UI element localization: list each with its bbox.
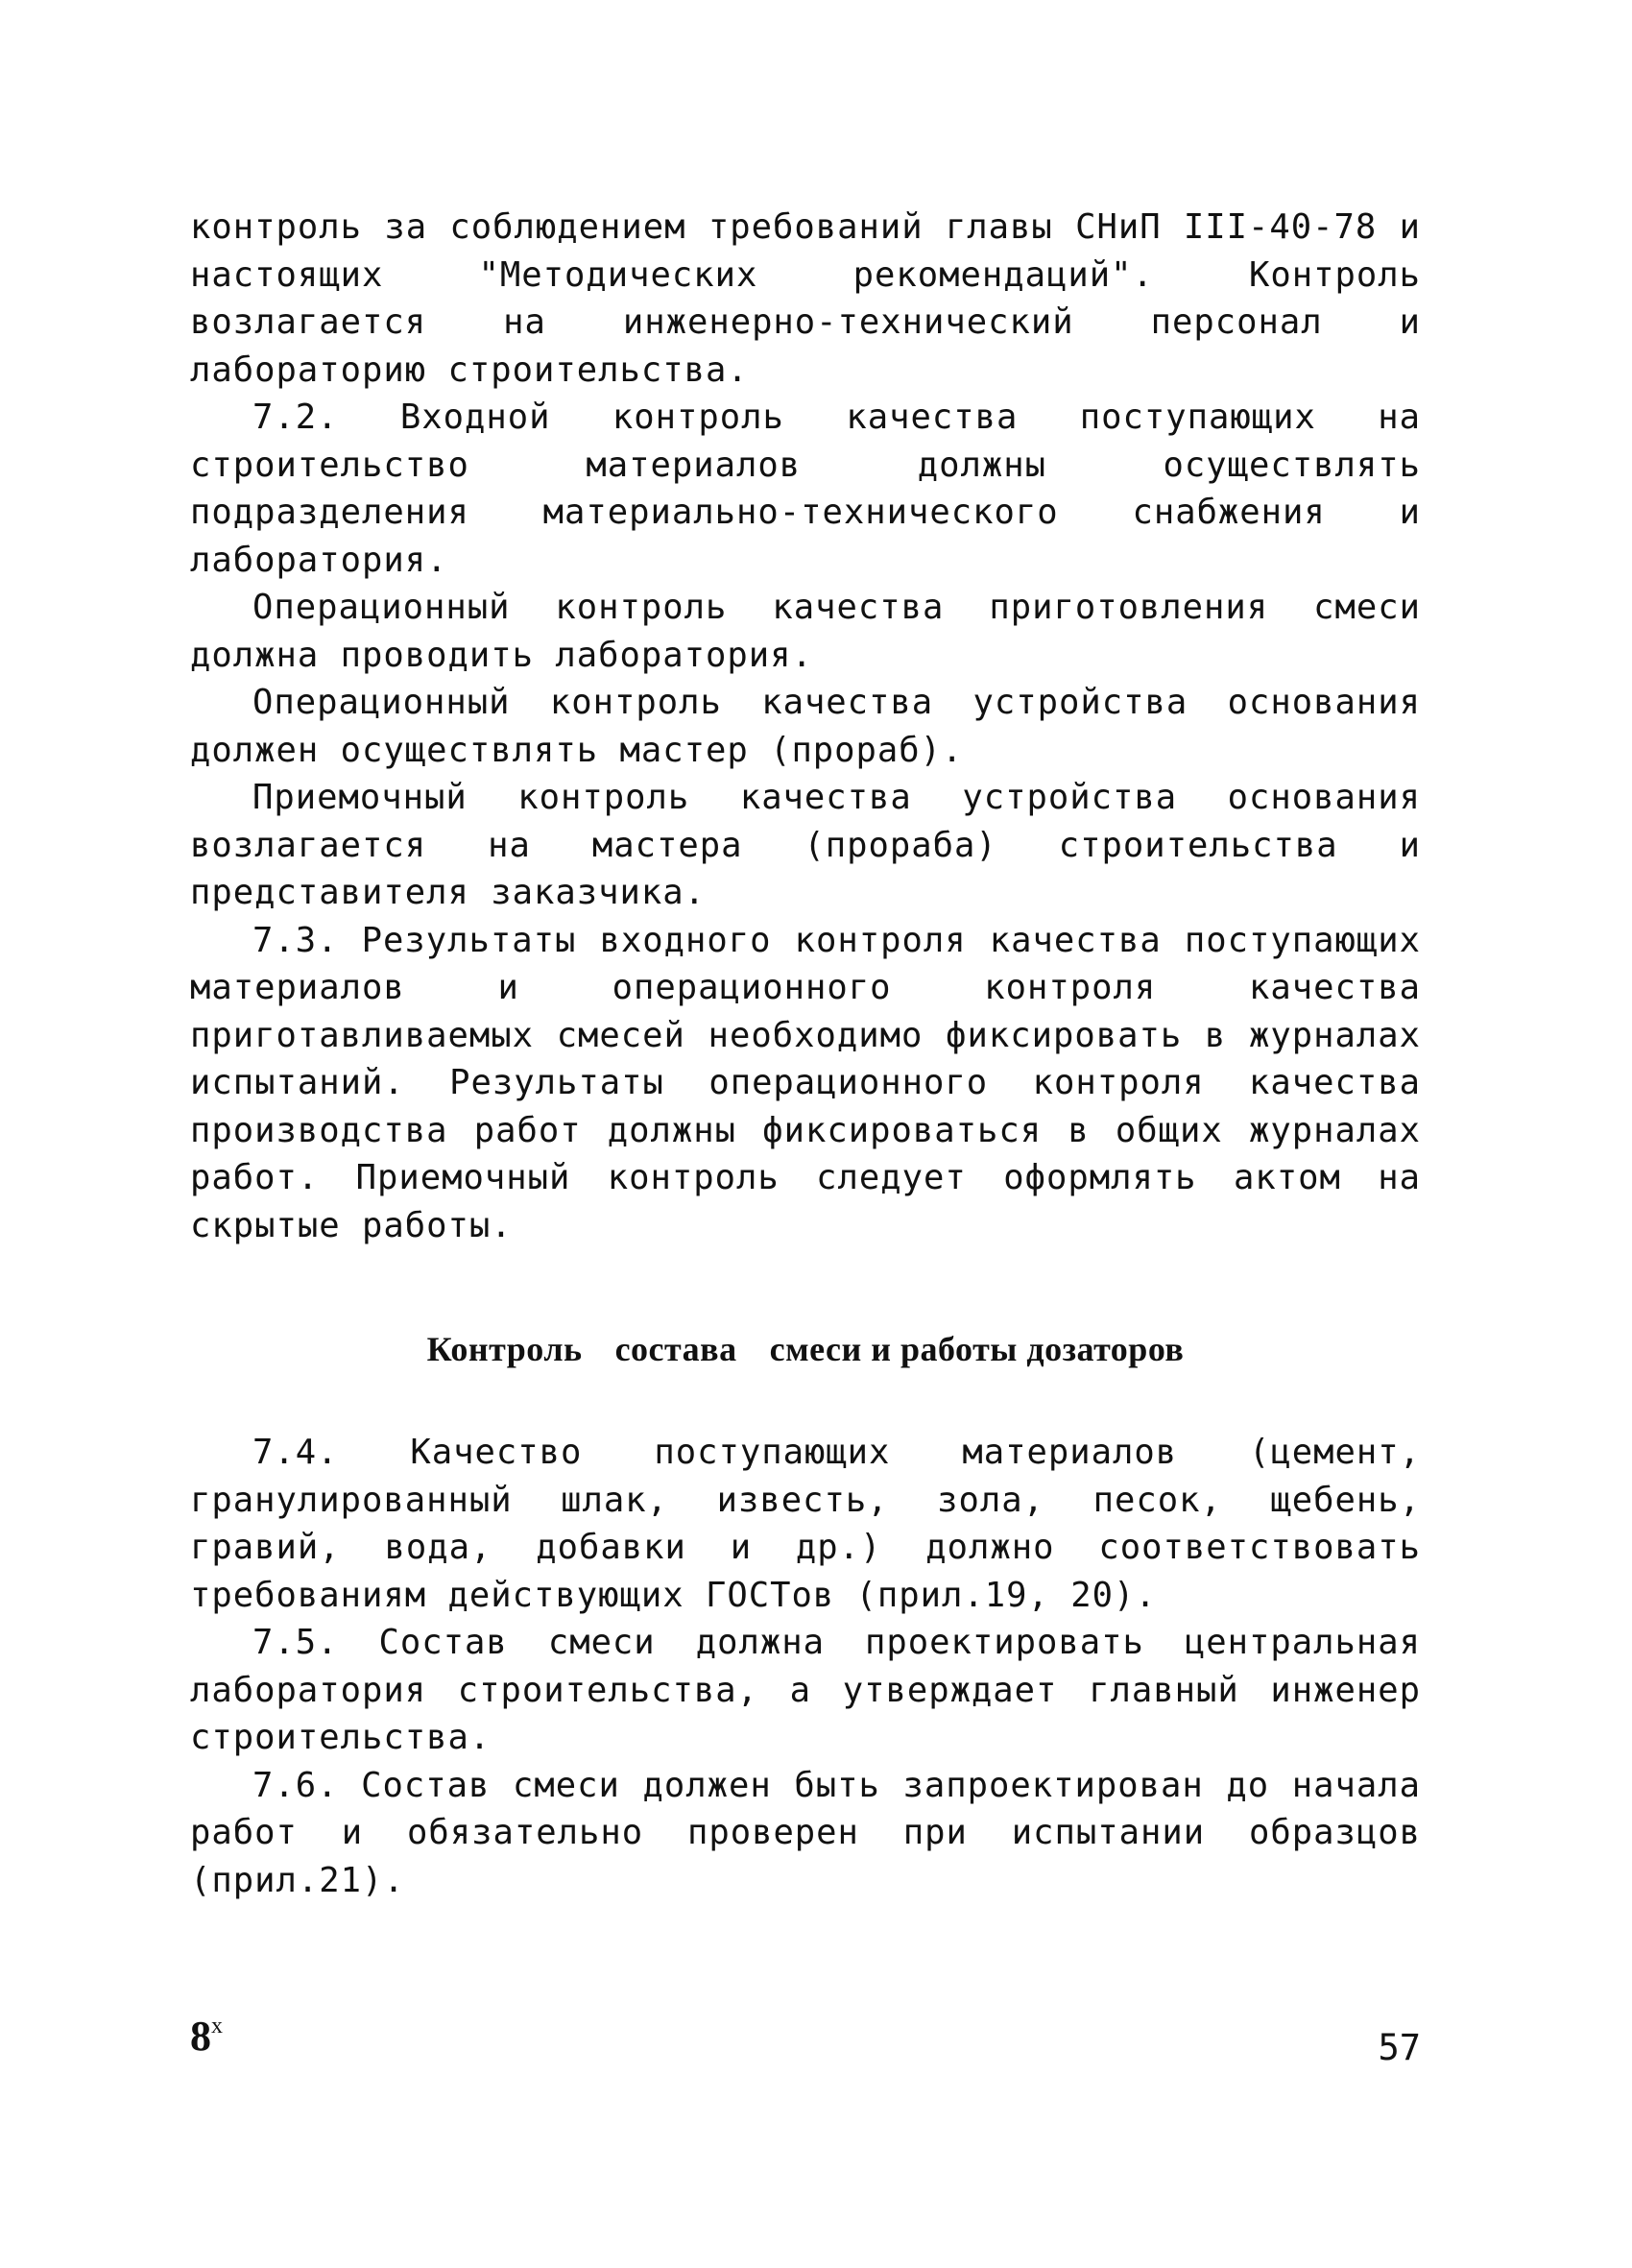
paragraph-7-2: 7.2. Входной контроль качества поступающих на строительство материалов должны осуществлять подразделения материально-технического снабжения и лаборатория.: [190, 398, 1421, 580]
top-text-block: [190, 204, 1421, 1249]
bottom-text-block: [190, 1429, 1421, 1904]
section-heading-word-2: состава: [614, 1330, 737, 1368]
paragraph-7-5: 7.5. Состав смеси должна проектировать центральная лаборатория строительства, а утверждает главный инженер строительства.: [190, 1623, 1421, 1757]
signature-mark-sup: x: [211, 2014, 223, 2039]
signature-mark-number: 8: [190, 2013, 211, 2060]
section-heading: [190, 1325, 1421, 1373]
paragraph-operational-base: Операционный контроль качества устройства основания должен осуществлять мастер (прораб).: [190, 683, 1421, 770]
paragraph-intro: контроль за соблюдением требований главы СНиП III-40-78 и настоящих "Методических рекомендаций". Контроль возлагается на инженерно-технический персонал и лабораторию строительства.: [190, 207, 1421, 390]
section-heading-word-3: смеси и работы дозаторов: [769, 1330, 1185, 1368]
page-number: 57: [1378, 2027, 1421, 2068]
paragraph-7-6: 7.6. Состав смеси должен быть запроектирован до начала работ и обязательно проверен при испытании образцов (прил.21).: [190, 1765, 1421, 1900]
section-heading-word-1: Контроль: [426, 1330, 583, 1368]
paragraph-operational-mix: Операционный контроль качества приготовления смеси должна проводить лаборатория.: [190, 588, 1421, 675]
paragraph-7-3: 7.3. Результаты входного контроля качества поступающих материалов и операционного контроля качества приготавливаемых смесей необходимо фиксировать в журналах испытаний. Результаты операционного контроля качества производства работ должны фиксироваться в общих журналах работ. Приемочный контроль следует оформлять актом на скрытые работы.: [190, 920, 1421, 1245]
paragraph-acceptance: Приемочный контроль качества устройства основания возлагается на мастера (прораба) строительства и представителя заказчика.: [190, 778, 1421, 912]
paragraph-7-4: 7.4. Качество поступающих материалов (цемент, гранулированный шлак, известь, зола, песок, щебень, гравий, вода, добавки и др.) должно соответствовать требованиям действующих ГОСТов (прил.19, 20).: [190, 1433, 1421, 1615]
signature-mark: [190, 2002, 223, 2061]
